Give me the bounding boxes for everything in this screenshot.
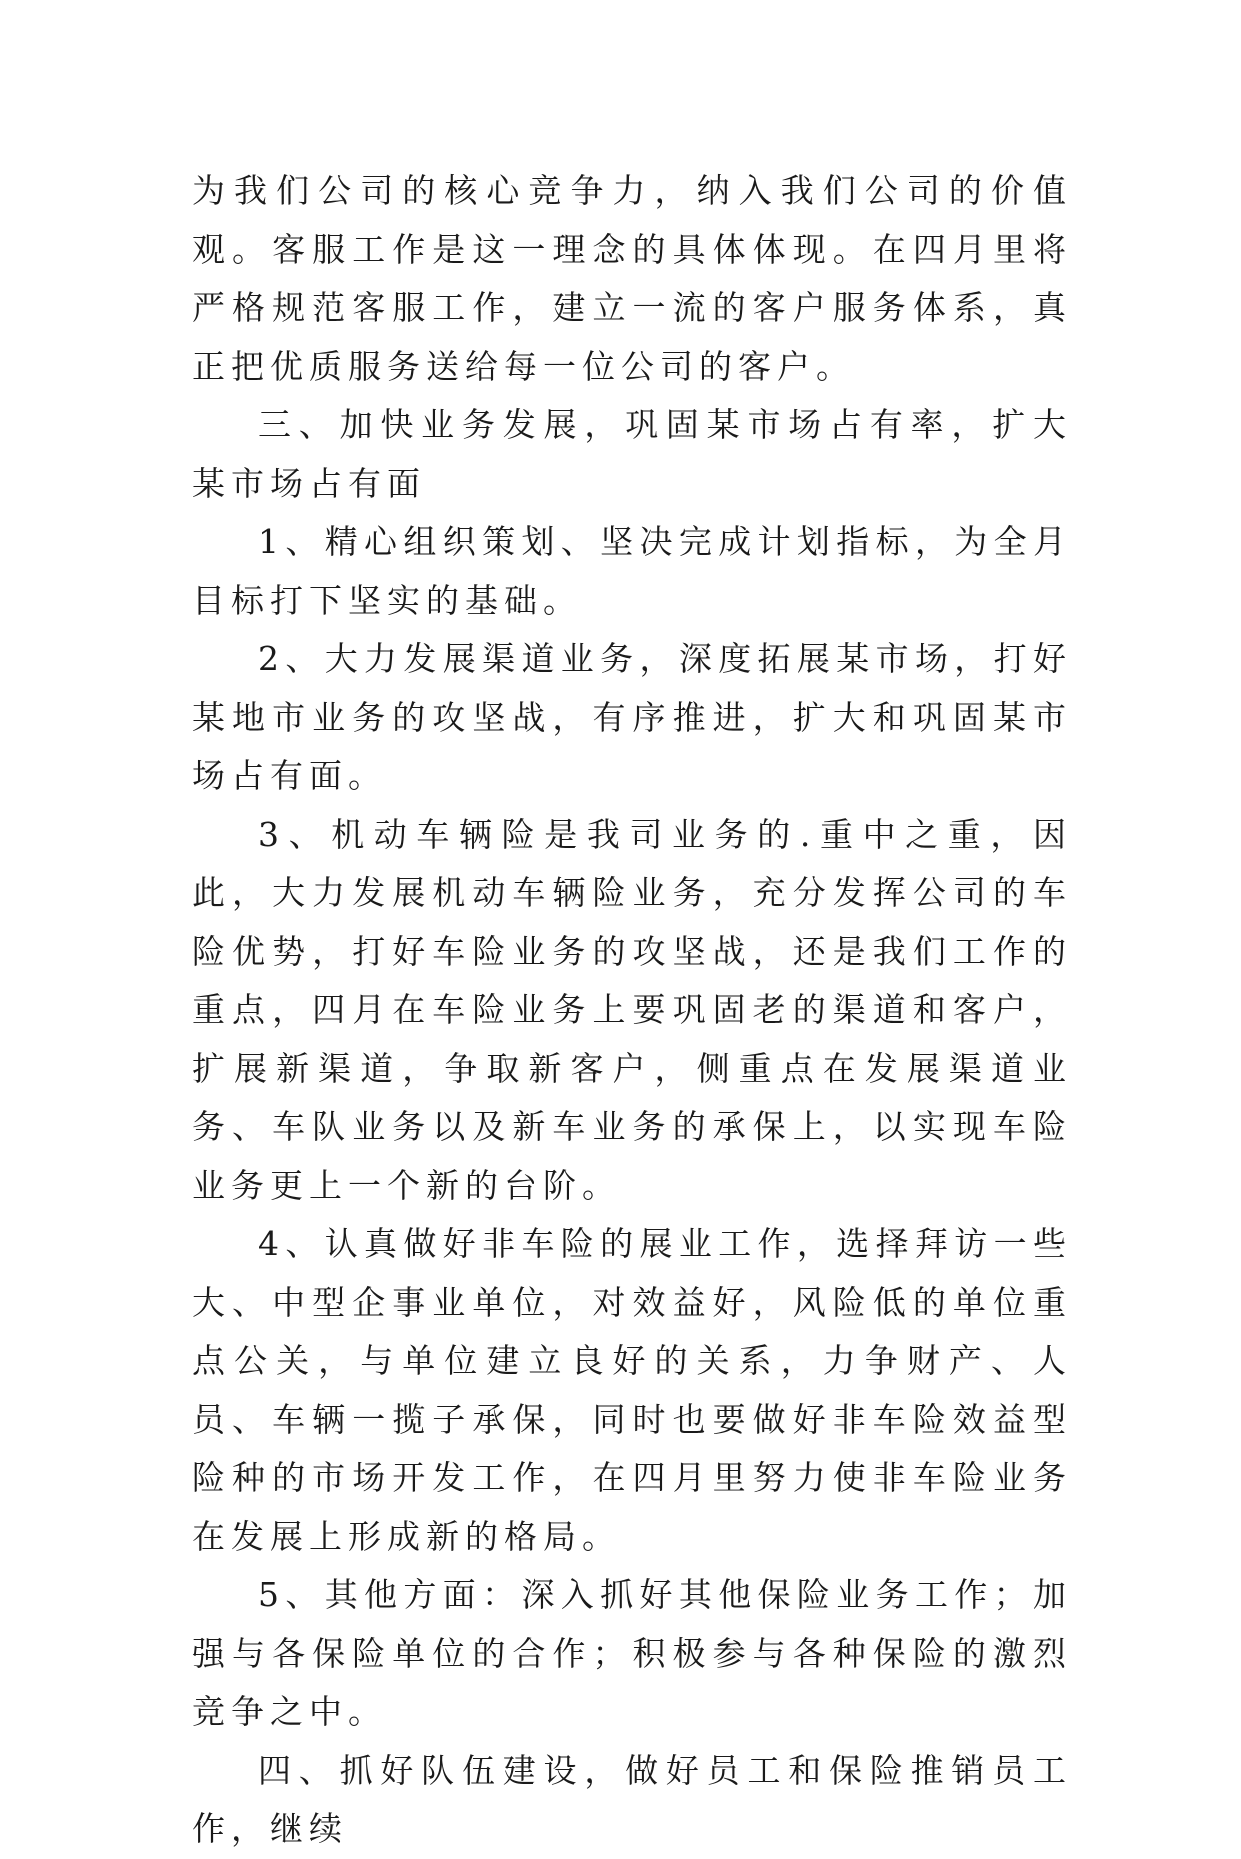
list-item-1: 1、精心组织策划、坚决完成计划指标，为全月目标打下坚实的基础。 [192, 522, 1072, 620]
heading-section-three: 三、加快业务发展，巩固某市场占有率，扩大某市场占有面 [192, 405, 1072, 503]
list-item-2: 2、大力发展渠道业务，深度拓展某市场，打好某地市业务的攻坚战，有序推进，扩大和巩固某市场占有面。 [192, 639, 1072, 795]
paragraph-continuation: 为我们公司的核心竞争力，纳入我们公司的价值观。客服工作是这一理念的具体体现。在四月里将严格规范客服工作，建立一流的客户服务体系，真正把优质服务送给每一位公司的客户。 [192, 171, 1072, 386]
heading-section-four: 四、抓好队伍建设，做好员工和保险推销员工作，继续 [192, 1750, 1072, 1848]
list-item-3: 3、机动车辆险是我司业务的.重中之重，因此，大力发展机动车辆险业务，充分发挥公司的车险优势，打好车险业务的攻坚战，还是我们工作的重点，四月在车险业务上要巩固老的渠道和客户，扩展新渠道，争取新客户，侧重点在发展渠道业务、车队业务以及新车业务的承保上，以实现车险业务更上一个新的台阶。 [192, 814, 1072, 1205]
document-body [192, 162, 1072, 1859]
list-item-5: 5、其他方面：深入抓好其他保险业务工作；加强与各保险单位的合作；积极参与各种保险的激烈竞争之中。 [192, 1575, 1072, 1731]
list-item-4: 4、认真做好非车险的展业工作，选择拜访一些大、中型企事业单位，对效益好，风险低的单位重点公关，与单位建立良好的关系，力争财产、人员、车辆一揽子承保，同时也要做好非车险效益型险种的市场开发工作，在四月里努力使非车险业务在发展上形成新的格局。 [192, 1224, 1072, 1556]
